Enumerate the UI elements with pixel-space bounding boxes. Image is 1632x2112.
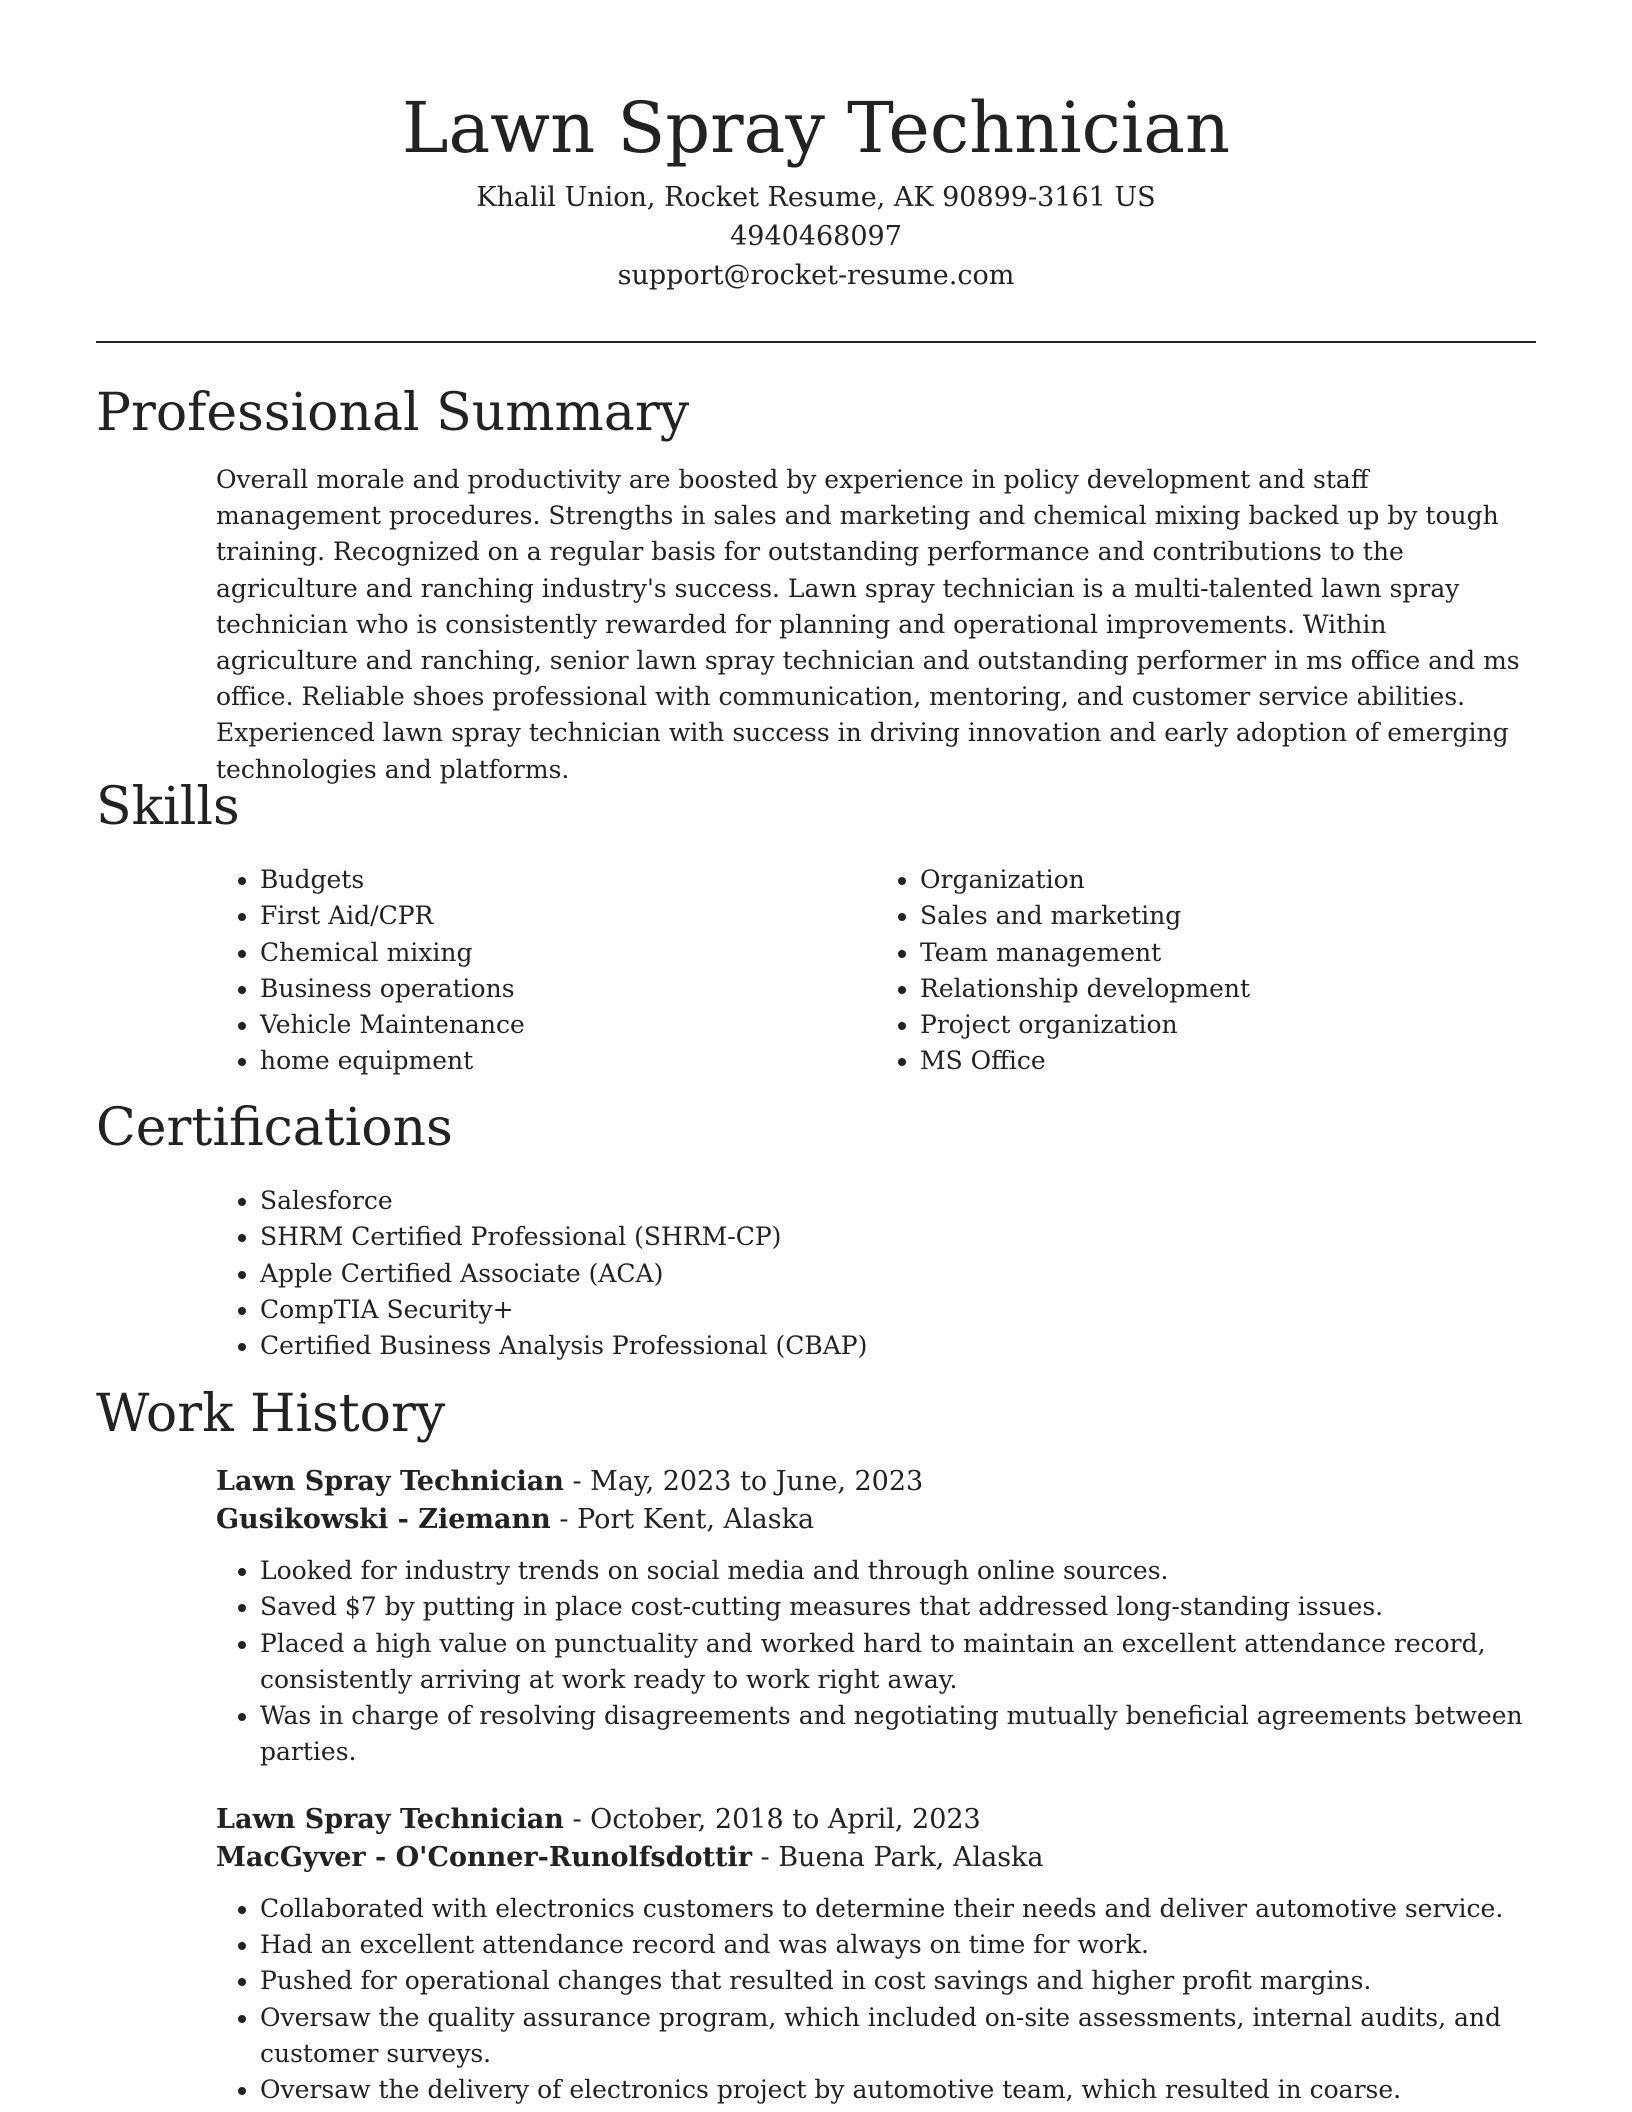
resume-header: [96, 78, 1536, 295]
skills-columns: [216, 862, 1536, 1080]
contact-block: [96, 178, 1536, 295]
certifications-list-wrap: [216, 1183, 1536, 1364]
job-title: Lawn Spray Technician: [216, 1466, 564, 1497]
skill-item: • Organization: [920, 862, 1536, 898]
job-company-line: [216, 1839, 1536, 1877]
job-dates: - May, 2023 to June, 2023: [563, 1466, 924, 1497]
skill-item: • Project organization: [920, 1007, 1536, 1043]
skill-item: • Relationship development: [920, 971, 1536, 1007]
job-bullet: • Collaborated with electronics customers to determine their needs and deliver automotive service.: [260, 1891, 1536, 1927]
job-bullet: • Placed a high value on punctuality and worked hard to maintain an excellent attendance record, consistently arriving at work ready to work right away.: [260, 1626, 1536, 1699]
work-history-section: [96, 1379, 1536, 2109]
job-bullet: • Oversaw the quality assurance program, which included on-site assessments, internal audits, and customer surveys.: [260, 2000, 1536, 2073]
certification-item: • SHRM Certified Professional (SHRM-CP): [260, 1219, 1460, 1255]
job-bullet: • Oversaw the delivery of electronics project by automotive team, which resulted in coarse.: [260, 2072, 1536, 2108]
job-location: - Port Kent, Alaska: [550, 1504, 815, 1535]
skill-item: • Chemical mixing: [260, 935, 876, 971]
contact-address: Khalil Union, Rocket Resume, AK 90899-3161 US: [476, 182, 1156, 213]
job-entry: [96, 1801, 1536, 2109]
job-title: Lawn Spray Technician: [216, 1803, 564, 1835]
job-bullet: • Pushed for operational changes that resulted in cost savings and higher profit margins.: [260, 1963, 1536, 1999]
skills-heading: Skills: [96, 777, 240, 837]
job-bullet: • Had an excellent attendance record and was always on time for work.: [260, 1927, 1536, 1963]
summary-heading: Professional Summary: [96, 383, 690, 443]
skill-item: • MS Office: [920, 1043, 1536, 1079]
certification-item: • Salesforce: [260, 1183, 1460, 1219]
skills-list-left: [216, 862, 876, 1080]
job-bullets: [216, 1891, 1536, 2109]
job-company: MacGyver - O'Conner-Runolfsdottir: [216, 1841, 752, 1873]
job-bullets: [216, 1553, 1536, 1771]
skills-section: [96, 772, 1536, 1080]
certifications-heading: Certifications: [96, 1098, 453, 1158]
certification-item: • Apple Certified Associate (ACA): [260, 1256, 1460, 1292]
job-bullet: • Was in charge of resolving disagreements and negotiating mutually beneficial agreements between parties.: [260, 1698, 1536, 1771]
certification-item: • CompTIA Security+: [260, 1292, 1460, 1328]
job-title-line: [216, 1463, 1536, 1501]
job-company-line: [216, 1501, 1536, 1539]
job-location: - Buena Park, Alaska: [751, 1841, 1044, 1873]
job-dates: - October, 2018 to April, 2023: [563, 1803, 981, 1835]
contact-email: support@rocket-resume.com: [617, 260, 1015, 291]
certification-item: • Certified Business Analysis Professional (CBAP): [260, 1328, 1460, 1364]
contact-phone: 4940468097: [730, 221, 902, 252]
job-bullet: • Saved $7 by putting in place cost-cutting measures that addressed long-standing issues.: [260, 1589, 1536, 1625]
skill-item: • home equipment: [260, 1043, 876, 1079]
job-bullet: • Looked for industry trends on social media and through online sources.: [260, 1553, 1536, 1589]
skill-item: • Team management: [920, 935, 1536, 971]
summary-text: Overall morale and productivity are boosted by experience in policy development and staff management procedures. Strengths in sales and marketing and chemical mixing backed up by tough training. Recognized on a regular basis for outstanding performance and contributions to the agriculture and ranching industry's success. Lawn spray technician is a multi-talented lawn spray technician who is consistently rewarded for planning and operational improvements. Within agriculture and ranching, senior lawn spray technician and outstanding performer in ms office and ms office. Reliable shoes professional with communication, mentoring, and customer service abilities. Experienced lawn spray technician with success in driving innovation and early adoption of emerging technologies and platforms.: [216, 465, 1520, 784]
skill-item: • First Aid/CPR: [260, 898, 876, 934]
job-entry: [96, 1463, 1536, 1771]
skills-list-right: [876, 862, 1536, 1080]
resume-title: Lawn Spray Technician: [401, 87, 1231, 169]
header-divider: [96, 341, 1536, 343]
skill-item: • Vehicle Maintenance: [260, 1007, 876, 1043]
work-history-heading: Work History: [96, 1384, 446, 1444]
skill-item: • Business operations: [260, 971, 876, 1007]
job-company: Gusikowski - Ziemann: [216, 1504, 551, 1535]
skill-item: • Sales and marketing: [920, 898, 1536, 934]
certifications-section: [96, 1093, 1536, 1364]
skill-item: • Budgets: [260, 862, 876, 898]
job-title-line: [216, 1801, 1536, 1839]
certifications-list: [216, 1183, 1460, 1364]
summary-section: [96, 378, 1536, 788]
